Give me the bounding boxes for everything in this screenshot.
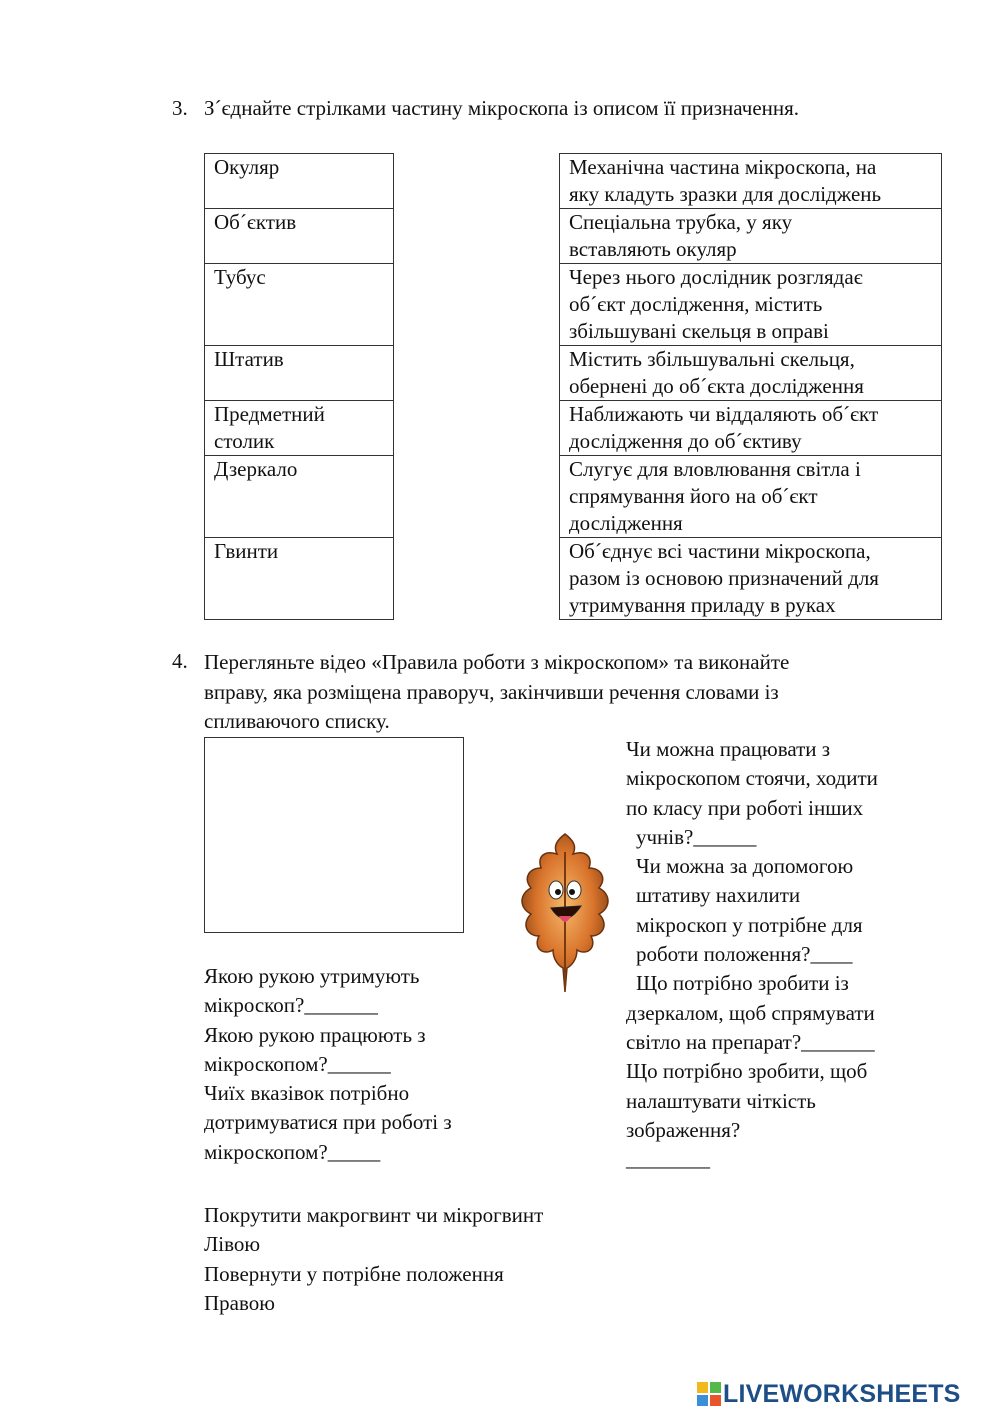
- description-cell-text: Містить збільшувальні скельця,: [569, 347, 855, 371]
- description-cell-text: Через нього дослідник розглядає: [569, 265, 863, 289]
- question-line: налаштувати чіткість: [626, 1088, 816, 1113]
- liveworksheets-icon: [697, 1382, 721, 1406]
- description-cell-text: вставляють окуляр: [569, 237, 737, 261]
- word-option: Лівою: [204, 1232, 261, 1257]
- question-line: мікроскопом?______: [204, 1051, 391, 1076]
- part-cell-text: столик: [214, 429, 275, 453]
- description-cell-text: обернені до об´єкта дослідження: [569, 374, 864, 398]
- question-line: ________: [626, 1147, 710, 1172]
- description-cell-text: яку кладуть зразки для досліджень: [569, 182, 882, 206]
- parts-row: [205, 264, 394, 346]
- question-line: мікроскоп?_______: [204, 993, 378, 1018]
- question-line: Якою рукою утримують: [204, 964, 420, 988]
- question-line: світло на препарат?_______: [626, 1029, 875, 1054]
- word-list: [204, 1201, 543, 1318]
- left-questions: [204, 962, 452, 1167]
- parts-row: [205, 456, 394, 538]
- video-placeholder[interactable]: [204, 737, 464, 933]
- left-pupil: [555, 889, 561, 895]
- description-cell-text: об´єкт дослідження, містить: [569, 292, 823, 316]
- description-cell-text: Спеціальна трубка, у яку: [569, 210, 793, 234]
- part-cell-text: Тубус: [214, 265, 266, 289]
- question-line: мікроскопом?_____: [204, 1139, 381, 1164]
- part-cell[interactable]: [205, 456, 394, 538]
- description-cell-text: утримування приладу в руках: [569, 593, 836, 617]
- part-cell[interactable]: [205, 346, 394, 401]
- description-cell-text: Наближають чи віддаляють об´єкт: [569, 402, 879, 426]
- question-3-text: З´єднайте стрілками частину мікроскопа із описом її призначення.: [204, 96, 800, 120]
- description-cell-text: дослідження: [569, 511, 683, 535]
- word-option: Покрутити макрогвинт чи мікрогвинт: [204, 1203, 544, 1227]
- description-cell-text: Механічна частина мікроскопа, на: [569, 155, 877, 179]
- question-4-text: [204, 648, 789, 737]
- description-cell[interactable]: [560, 456, 942, 538]
- question-line: Чи можна за допомогою: [636, 854, 854, 879]
- question-line: мікроскопом стоячи, ходити: [626, 766, 878, 791]
- part-cell-text: Гвинти: [214, 539, 279, 563]
- question-3-number: 3.: [172, 96, 188, 120]
- right-questions: [626, 735, 878, 1174]
- descriptions-row: [560, 264, 942, 346]
- descriptions-row: [560, 154, 942, 209]
- descriptions-row: [560, 346, 942, 401]
- question-line: мікроскоп у потрібне для: [636, 912, 863, 937]
- description-cell[interactable]: [560, 154, 942, 209]
- description-cell[interactable]: [560, 264, 942, 346]
- question-line: зображення?: [626, 1117, 741, 1142]
- question-line: штативу нахилити: [636, 883, 801, 908]
- description-cell-text: Слугує для вловлювання світла і: [569, 457, 861, 481]
- question-line: Якою рукою працюють з: [204, 1022, 426, 1047]
- microscope-parts-table: [204, 153, 394, 620]
- description-cell[interactable]: [560, 209, 942, 264]
- parts-row: [205, 538, 394, 620]
- descriptions-table: [559, 153, 942, 620]
- question-line: роботи положення?____: [636, 942, 853, 967]
- descriptions-row: [560, 456, 942, 538]
- question-4-number: 4.: [172, 649, 188, 673]
- liveworksheets-logo: [697, 1380, 961, 1408]
- liveworksheets-text: LIVEWORKSHEETS: [723, 1379, 961, 1408]
- question-line: по класу при роботі інших: [626, 795, 864, 820]
- descriptions-row: [560, 401, 942, 456]
- parts-row: [205, 401, 394, 456]
- question-line: дотримуватися при роботі з: [204, 1110, 452, 1135]
- description-cell[interactable]: [560, 346, 942, 401]
- question-line: дзеркалом, щоб спрямувати: [626, 1000, 875, 1025]
- part-cell[interactable]: [205, 209, 394, 264]
- part-cell[interactable]: [205, 538, 394, 620]
- word-option: Правою: [204, 1290, 275, 1315]
- descriptions-row: [560, 538, 942, 620]
- parts-row: [205, 209, 394, 264]
- description-cell-text: дослідження до об´єктиву: [569, 429, 802, 453]
- description-cell-text: збільшувані скельця в оправі: [569, 319, 829, 343]
- question-4-line: спливаючого списку.: [204, 709, 390, 733]
- description-cell-text: разом із основою призначений для: [569, 566, 879, 590]
- description-cell[interactable]: [560, 538, 942, 620]
- question-line: Чиїх вказівок потрібно: [204, 1081, 410, 1106]
- part-cell-text: Об´єктив: [214, 210, 297, 234]
- description-cell-text: спрямування його на об´єкт: [569, 484, 818, 508]
- oak-leaf-image: [515, 832, 615, 997]
- parts-row: [205, 346, 394, 401]
- part-cell[interactable]: [205, 154, 394, 209]
- descriptions-row: [560, 209, 942, 264]
- part-cell[interactable]: [205, 401, 394, 456]
- part-cell-text: Предметний: [214, 402, 325, 426]
- description-cell-text: Об´єднує всі частини мікроскопа,: [569, 539, 871, 563]
- question-line: Що потрібно зробити із: [636, 971, 849, 996]
- right-pupil: [569, 889, 575, 895]
- part-cell-text: Штатив: [214, 347, 284, 371]
- question-line: Чи можна працювати з: [626, 737, 831, 761]
- question-4-line: Перегляньте відео «Правила роботи з мікроскопом» та виконайте: [204, 650, 790, 674]
- part-cell-text: Окуляр: [214, 155, 280, 179]
- part-cell-text: Дзеркало: [214, 457, 298, 481]
- word-option: Повернути у потрібне положення: [204, 1261, 504, 1286]
- description-cell[interactable]: [560, 401, 942, 456]
- question-line: учнів?______: [636, 824, 757, 849]
- part-cell[interactable]: [205, 264, 394, 346]
- parts-row: [205, 154, 394, 209]
- question-line: Що потрібно зробити, щоб: [626, 1059, 868, 1084]
- question-4-line: вправу, яка розміщена праворуч, закінчивши речення словами із: [204, 679, 779, 704]
